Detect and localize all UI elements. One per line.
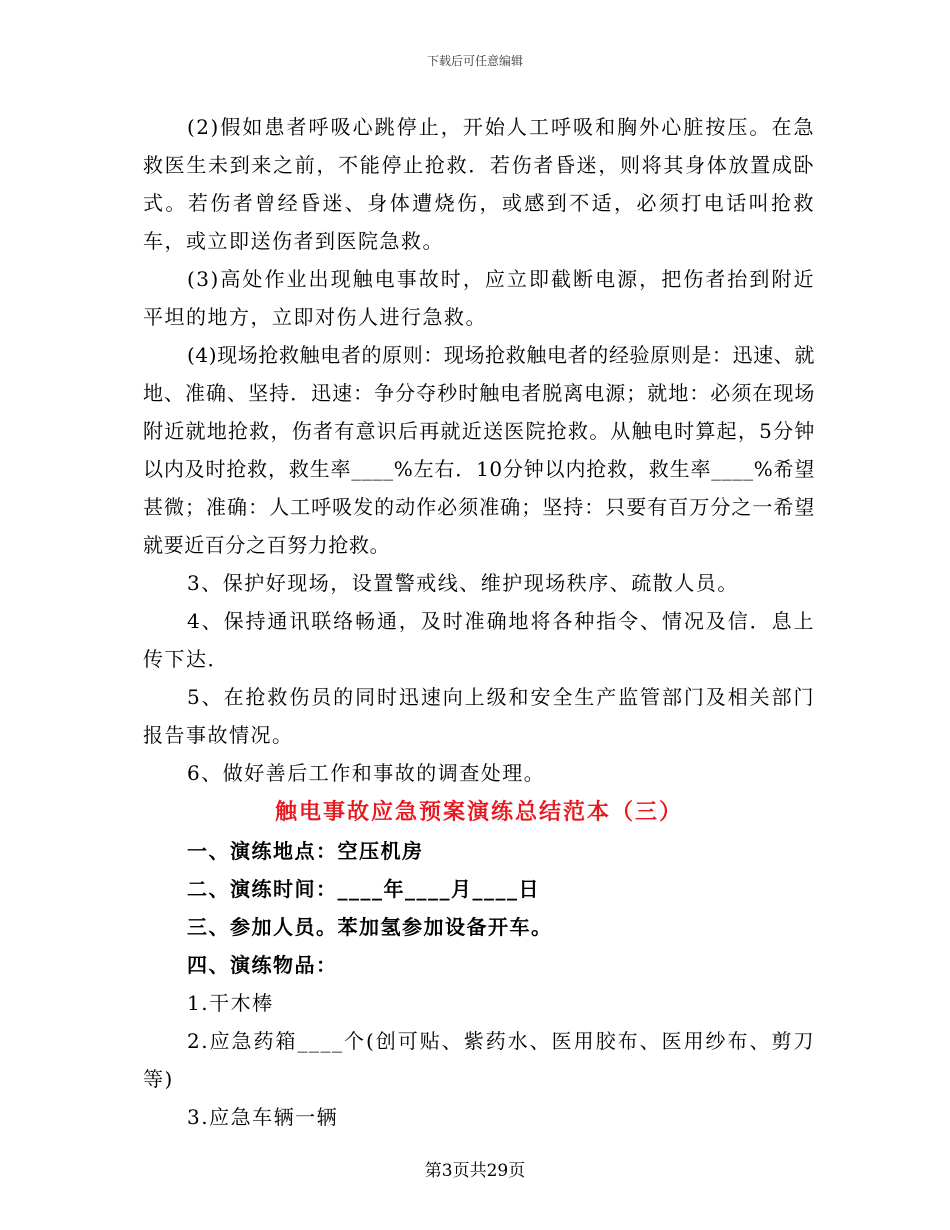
paragraph-aftermath: 6、做好善后工作和事故的调查处理。	[187, 761, 546, 785]
supply-item-vehicle: 3.应急车辆一辆	[187, 1105, 339, 1129]
paragraph-report-accident: 5、在抢救伤员的同时迅速向上级和安全生产监管部门及相关部门报告事故情况。	[143, 685, 815, 747]
paragraph-high-altitude: (3)高处作业出现触电事故时，应立即截断电源，把伤者抬到附近平坦的地方，立即对伤人进行急救。	[143, 267, 815, 329]
drill-participants: 三、参加人员。苯加氢参加设备开车。	[187, 915, 553, 939]
paragraph-communication: 4、保持通讯联络畅通，及时准确地将各种指令、情况及信．息上传下达．	[143, 609, 815, 671]
document-body	[143, 108, 815, 1136]
section-title: 触电事故应急预案演练总结范本（三）	[274, 799, 683, 825]
supply-item-first-aid-kit: 2.应急药箱____个(创可贴、紫药水、医用胶布、医用纱布、剪刀等)	[143, 1029, 815, 1091]
page-header-note: 下载后可任意编辑	[426, 54, 523, 68]
paragraph-rescue-principles: (4)现场抢救触电者的原则：现场抢救触电者的经验原则是：迅速、就地、准确、坚持．迅速：争分夺秒时触电者脱离电源；就地：必须在现场附近就地抢救，伤者有意识后再就近送医院抢救。从触电时算起，5分钟以内及时抢救，救生率____%左右．10分钟以内抢救，救生率____%希望甚微；准确：人工呼吸发的动作必须准确；坚持：只要有百万分之一希望就要近百分之百努力抢救。	[143, 343, 815, 557]
paragraph-first-aid-cpr: (2)假如患者呼吸心跳停止，开始人工呼吸和胸外心脏按压。在急救医生未到来之前，不能停止抢救．若伤者昏迷，则将其身体放置成卧式。若伤者曾经昏迷、身体遭烧伤，或感到不适，必须打电话叫抢救车，或立即送伤者到医院急救。	[143, 115, 815, 253]
page-number: 第3页共29页	[424, 1161, 526, 1181]
drill-time: 二、演练时间：____年____月____日	[187, 877, 540, 901]
drill-supplies-heading: 四、演练物品：	[187, 953, 338, 977]
supply-item-wooden-stick: 1.干木棒	[187, 991, 274, 1015]
paragraph-protect-scene: 3、保护好现场，设置警戒线、维护现场秩序、疏散人员。	[187, 571, 739, 595]
drill-location: 一、演练地点：空压机房	[187, 839, 424, 863]
